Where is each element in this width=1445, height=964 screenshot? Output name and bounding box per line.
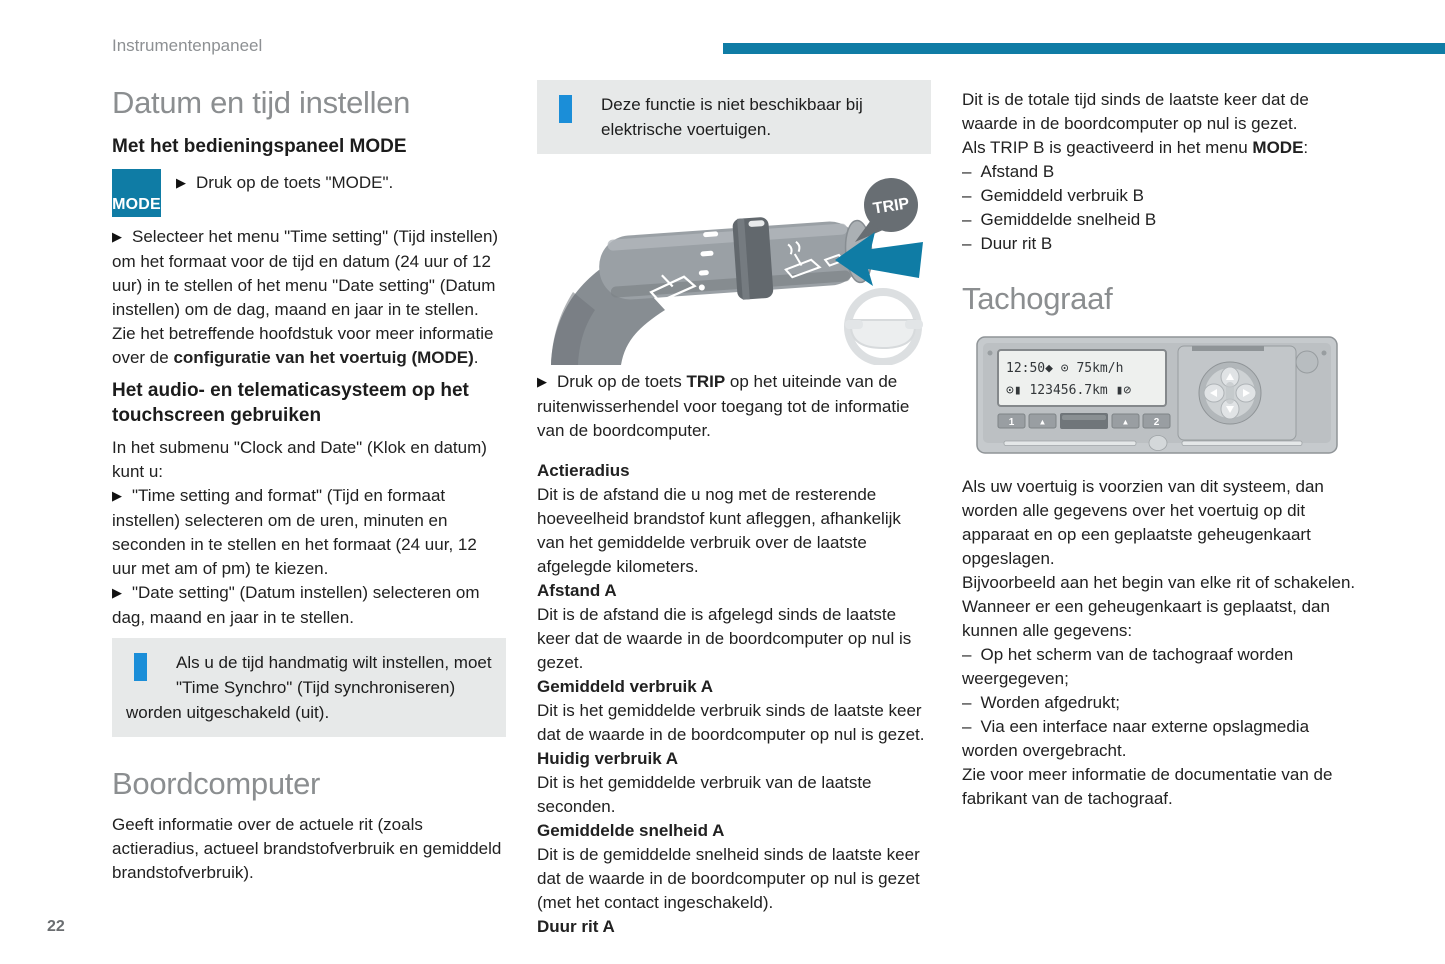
paragraph-trip-b [962,136,1356,160]
bullet-icon: ▶ [112,229,122,244]
list-item-data [962,691,1356,715]
paragraph-select-menu-end: . [473,348,479,367]
list-item-text: Afstand B [980,162,1055,181]
list-item-data [962,643,1356,691]
wiper-stalk-illustration [537,170,931,370]
list-item-text: Gemiddeld verbruik B [980,186,1144,205]
lcd-line-1: 12:50◆ ⊙ 75km/h [1006,361,1124,376]
paragraph-tacho-system: Als uw voertuig is voorzien van dit systeem, dan worden alle gegevens over het voertuig op dit apparaat en op een geplaatste geheugenkaart opgeslagen. [962,477,1324,568]
tacho-round-button [1296,351,1318,373]
list-item-trip-b [962,232,1356,256]
running-header: Instrumentenpaneel [112,36,263,55]
step-press-mode-text: Druk op de toets "MODE". [196,173,394,192]
tachograph-image [976,336,1338,454]
dash-icon: – [962,693,972,712]
mode-button-icon: MODE [112,169,161,217]
page-number: 22 [47,918,65,935]
info-box-time-synchro [112,638,506,737]
list-item-text: Gemiddelde snelheid B [980,210,1157,229]
dash-icon: – [962,234,972,253]
definition-description: Dit is het gemiddelde verbruik van de laatste seconden. [537,773,872,816]
trip-balloon [855,178,918,242]
list-item-text: Via een interface naar externe opslagmedia worden overgebracht. [962,717,1310,760]
definition-term: Duur rit A [537,917,615,936]
column-1 [112,80,506,885]
dash-icon: – [962,645,972,664]
paragraph-memcard: Wanneer er een geheugenkaart is geplaatst, dan kunnen alle gegevens: [962,597,1330,640]
bold-configuratie: configuratie van het voertuig (MODE) [173,348,474,367]
tacho-eject-left-icon: ▲ [1038,417,1047,427]
list-item-trip-b [962,160,1356,184]
definition-term: Gemiddeld verbruik A [537,677,714,696]
dash-icon: – [962,717,972,736]
step-date-setting [112,581,506,630]
tachograph-lcd [998,350,1166,406]
tacho-eject-right-icon: ▲ [1121,417,1130,427]
definition-description: Dit is de gemiddelde snelheid sinds de laatste keer dat de waarde in de boordcomputer op nul is gezet (met het contact ingeschakeld). [537,845,920,912]
lcd-line-2: ⊙▮ 123456.7km ▮⊘ [1006,383,1132,398]
step-press-trip [537,370,931,443]
step-time-setting-text: "Time setting and format" (Tijd en formaat instellen) selecteren om de uren, minuten en seconden in te stellen en het formaat (24 uur, 12 uur met am of pm) te kiezen. [112,486,477,578]
dash-icon: – [962,162,972,181]
paragraph-duration: Dit is de totale tijd sinds de laatste keer dat de waarde in de boordcomputer op nul is gezet. [962,90,1309,133]
section-title-datum-en-tijd: Datum en tijd instellen [112,85,411,120]
bullet-icon: ▶ [112,488,122,503]
stalk-cylinder [596,210,874,310]
step-press-mode [176,169,393,196]
definition-term: Actieradius [537,461,630,480]
info-icon [134,653,147,681]
section-title-boordcomputer: Boordcomputer [112,766,321,801]
trip-balloon-label: TRIP [871,195,911,218]
mode-step-row [112,169,506,217]
info-note-text: Als u de tijd handmatig wilt instellen, moet "Time Synchro" (Tijd synchroniseren) worden uitgeschakeld (uit). [126,653,492,722]
paragraph-submenu: In het submenu "Clock and Date" (Klok en datum) kunt u: [112,438,487,481]
bold-trip: TRIP [686,372,726,391]
info-note-electric-text: Deze functie is niet beschikbaar bij elektrische voertuigen. [601,95,863,139]
step-press-trip-end: op het uiteinde van de ruitenwisserhendel voor toegang tot de informatie van de boordcomputer. [537,372,910,440]
list-item-trip-b [962,208,1356,232]
section-title-tachograaf: Tachograaf [962,281,1113,316]
paragraph-select-menu-text: Selecteer het menu "Time setting" (Tijd instellen) om het formaat voor de tijd en datum (24 uur of 12 uur) in te stellen of het menu "Date setting" (Datum instellen) om de dag, maand en jaar in te stellen. Zie het betreffende hoofdstuk voor meer informatie over de [112,227,499,367]
tacho-button-1: 1 [1008,417,1015,428]
paragraph-tacho-example: Bijvoorbeeld aan het begin van elke rit of schakelen. [962,573,1356,592]
step-date-setting-text: "Date setting" (Datum instellen) selecteren om dag, maand en jaar in te stellen. [112,583,480,627]
tacho-button-2: 2 [1153,417,1160,428]
list-item-data [962,715,1356,763]
bullet-icon: ▶ [112,585,122,600]
wiper-stalk-image [537,170,931,365]
definition-term: Afstand A [537,581,617,600]
bullet-icon: ▶ [537,374,547,389]
info-icon [559,95,572,123]
accent-bar [723,43,1445,54]
step-press-trip-text: Druk op de toets [557,372,687,391]
definition-description: Dit is het gemiddelde verbruik sinds de laatste keer dat de waarde in de boordcomputer op nul is gezet. [537,701,925,744]
definition-description: Dit is de afstand die is afgelegd sinds de laatste keer dat de waarde in de boordcomputer op nul is gezet. [537,605,912,672]
list-item-trip-b [962,184,1356,208]
dash-icon: – [962,186,972,205]
tachograph-illustration [976,336,1356,459]
definition-term: Gemiddelde snelheid A [537,821,725,840]
list-item-text: Op het scherm van de tachograaf worden weergegeven; [962,645,1294,688]
tachograph-buttons [998,413,1170,429]
list-item-text: Duur rit B [980,234,1053,253]
list-item-text: Worden afgedrukt; [980,693,1121,712]
paragraph-trip-b-end: : [1303,138,1309,157]
definition-term: Huidig verbruik A [537,749,679,768]
bold-mode: MODE [1252,138,1304,157]
dash-icon: – [962,210,972,229]
definition-description: Dit is de afstand die u nog met de resterende hoeveelheid brandstof kunt afleggen, afhankelijk van het gemiddelde verbruik over de laatste afgelegde kilometers. [537,485,901,576]
step-time-setting [112,484,506,581]
paragraph-trip-b-text: Als TRIP B is geactiveerd in het menu [962,138,1253,157]
bullet-icon: ▶ [176,175,186,190]
paragraph-tacho-docs: Zie voor meer informatie de documentatie van de fabrikant van de tachograaf. [962,765,1333,808]
paragraph-select-menu [112,225,506,370]
column-3 [962,80,1356,811]
info-box-electric [537,80,931,154]
steering-wheel-icon [845,292,923,362]
paragraph-boordcomputer: Geeft informatie over de actuele rit (zoals actieradius, actueel brandstofverbruik en gemiddeld brandstofverbruik). [112,815,502,882]
column-2 [537,80,931,955]
subhead-mode-panel: Met het bedieningspaneel MODE [112,136,407,157]
subhead-touchscreen: Het audio- en telematicasysteem op het touchscreen gebruiken [112,380,469,426]
trip-computer-definitions [537,459,931,939]
